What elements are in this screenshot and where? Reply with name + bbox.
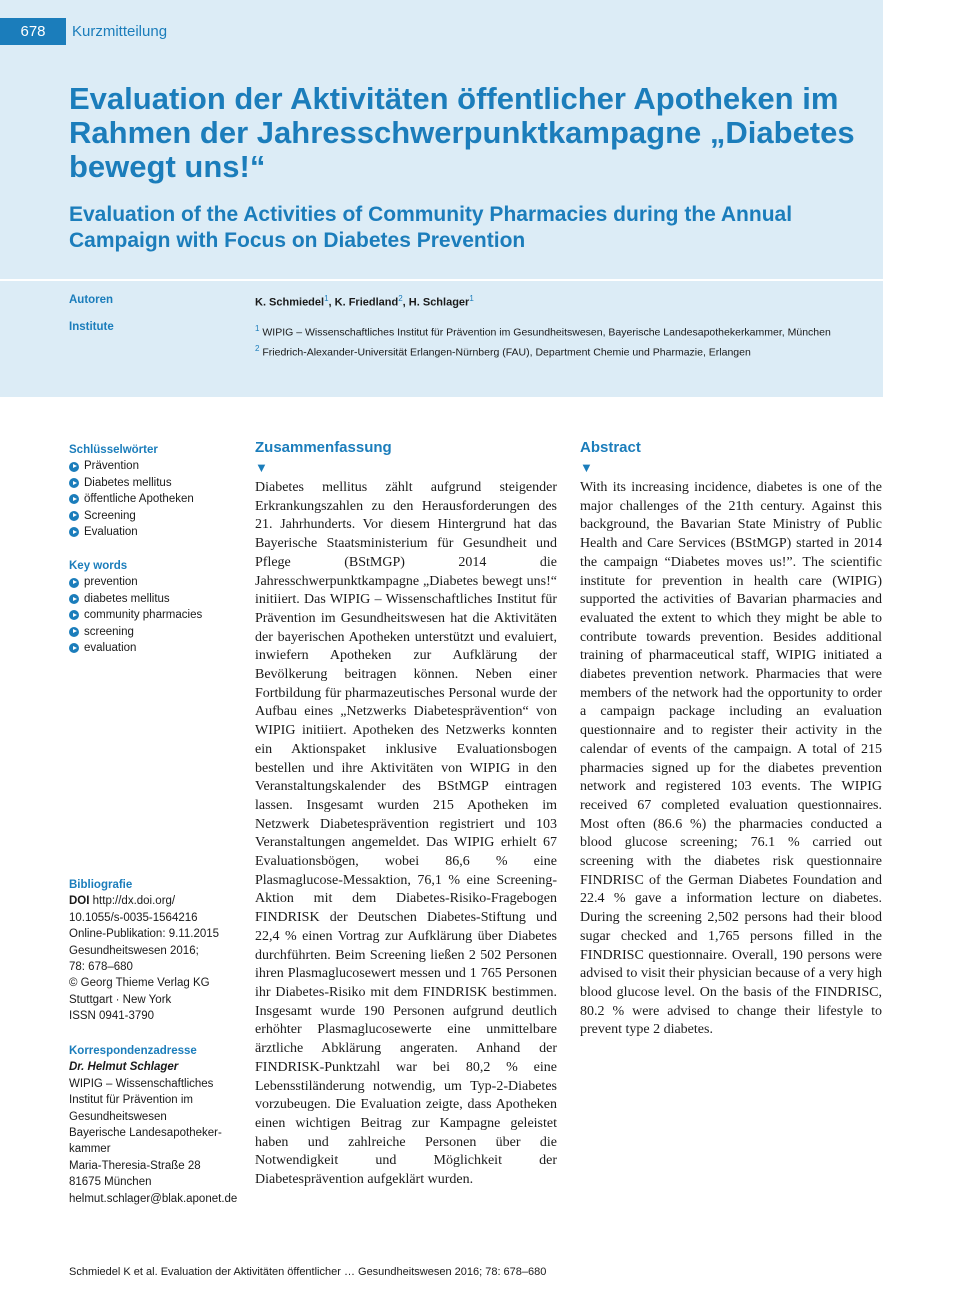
abstract-heading: Abstract bbox=[580, 439, 641, 456]
arrow-bullet-icon bbox=[69, 627, 79, 637]
keyword-item bbox=[69, 607, 239, 623]
zusammenfassung-text: Diabetes mellitus zählt aufgrund steigender Erkrankungszahlen zu den Herausforderungen des 21. Jahrhunderts. Vor diesem Hintergrund hat das Bayerische Staatsministerium für Gesundheit und Pflege (BStMGP) 2014 die Jahresschwerpunktkampagne „Diabetes bewegt uns!“ initiiert. Das WIPIG – Wissenschaftliches Institut für Prävention im Gesundheitswesen hat die Aktivitäten der bayerischen Apotheken unterstützt und evaluiert, inwiefern Apotheken zur Aufklärung der Bevölkerung beitragen können. Neben einer Fortbildung für pharmazeutisches Personal wurde der Aufbau eines „Netzwerks Diabetesprävention“ von WIPIG initiiert. Apotheken des Netzwerks konnten ein Aktionspaket inklusive Evaluationsbogen bestellen und ihre Aktivitäten von WIPIG in den Veranstaltungskalender des BStMGP eintragen lassen. Insgesamt wurden 215 Apotheken im Netzwerk Diabetesprävention registriert und 103 Veranstaltungen angemeldet. Das WIPIG erhielt 67 Evaluationsbögen, wobei 86,6 % eine Plasmaglucose-Messaktion, 76,1 % eine Screening-Aktion mit dem Diabetes-Risiko-Fragebogen FINDRISK der Deutschen Diabetes-Stiftung und 22,4 % einen Vortrag zur Aufklärung über Diabetes durchführten. Beim Screening ließen 2 502 Personen ihren Plasmaglucosewert messen und 1 765 Personen ihr Diabetes-Risiko mit dem FINDRISK bestimmen. Insgesamt wurde 190 Personen aufgrund deutlich erhöhter Plasmaglucosewerte eine unmittelbare ärztliche Abklärung angeraten. Anhand der FINDRISK-Punktzahl war bei 80,2 % eine Lebensstiländerung notwendig, um Typ-2-Diabetes vorzubeugen. Die Evaluation zeigte, dass Apotheken einen wichtigen Beitrag zur Kampagne geleistet haben und zahlreiche Personen über die Notwendigkeit und Möglichkeit der Diabetesprävention aufgeklärt wurden. bbox=[255, 480, 557, 1188]
keywords-german-heading: Schlüsselwörter bbox=[69, 444, 158, 456]
correspondence bbox=[69, 1043, 239, 1207]
author-name: K. Schmiedel bbox=[255, 296, 325, 309]
address-line: Institut für Prävention im bbox=[69, 1094, 193, 1107]
authors-list bbox=[255, 294, 474, 309]
institute-text: WIPIG – Wissenschaftliches Institut für Prävention im Gesundheitswesen, Bayerische Landesapothekerkammer, München bbox=[259, 326, 831, 339]
bibliography-line: © Georg Thieme Verlag KG bbox=[69, 977, 210, 990]
arrow-bullet-icon bbox=[69, 578, 79, 588]
institute-item bbox=[255, 341, 880, 361]
correspondence-heading: Korrespondenzadresse bbox=[69, 1045, 197, 1057]
bibliography bbox=[69, 877, 239, 1025]
keyword-item bbox=[69, 475, 239, 491]
keyword-label: screening bbox=[84, 625, 134, 638]
keyword-label: Screening bbox=[84, 509, 136, 522]
keyword-label: öffentliche Apotheken bbox=[84, 493, 194, 506]
keyword-label: evaluation bbox=[84, 642, 137, 655]
bibliography-line: 10.1055/s-0035-1564216 bbox=[69, 911, 198, 924]
keyword-label: Diabetes mellitus bbox=[84, 476, 172, 489]
doi-line bbox=[69, 893, 239, 909]
arrow-bullet-icon bbox=[69, 478, 79, 488]
keyword-label: prevention bbox=[84, 576, 138, 589]
address-line: Gesundheitswesen bbox=[69, 1110, 167, 1123]
bibliography-line: Stuttgart · New York bbox=[69, 993, 172, 1006]
institute-text: Friedrich-Alexander-Universität Erlangen-Nürnberg (FAU), Department Chemie und Pharmazie, Erlangen bbox=[259, 346, 751, 358]
keyword-item bbox=[69, 491, 239, 507]
author-separator: , bbox=[402, 296, 409, 309]
email-link[interactable]: helmut.schlager@blak.aponet.de bbox=[69, 1192, 238, 1205]
keyword-label: Evaluation bbox=[84, 526, 138, 539]
keyword-item bbox=[69, 640, 239, 656]
institutes-label: Institute bbox=[69, 321, 114, 333]
author-name: H. Schlager bbox=[408, 296, 470, 309]
arrow-bullet-icon bbox=[69, 610, 79, 620]
author-affiliation: 1 bbox=[469, 294, 474, 303]
bibliography-heading: Bibliografie bbox=[69, 879, 133, 891]
keyword-label: community pharmacies bbox=[84, 609, 203, 622]
institutes-list bbox=[255, 321, 880, 360]
keywords-english bbox=[69, 558, 239, 656]
institute-item bbox=[255, 321, 880, 341]
institute-number: 2 bbox=[255, 343, 260, 353]
bibliography-line: Gesundheitswesen 2016; bbox=[69, 944, 199, 957]
correspondence-name: Dr. Helmut Schlager bbox=[69, 1061, 179, 1074]
arrow-bullet-icon bbox=[69, 494, 79, 504]
address-line: kammer bbox=[69, 1143, 111, 1156]
page-number: 678 bbox=[0, 18, 66, 45]
authors-label: Autoren bbox=[69, 294, 114, 306]
address-line: Bayerische Landesapotheker- bbox=[69, 1127, 222, 1140]
zusammenfassung-heading: Zusammenfassung bbox=[255, 439, 392, 456]
doi-label: DOI bbox=[69, 895, 90, 908]
keyword-item bbox=[69, 458, 239, 474]
arrow-bullet-icon bbox=[69, 511, 79, 521]
bibliography-line: ISSN 0941-3790 bbox=[69, 1010, 155, 1023]
author-affiliation: 1 bbox=[324, 294, 329, 303]
institute-number: 1 bbox=[255, 324, 260, 333]
keyword-label: diabetes mellitus bbox=[84, 592, 170, 605]
keywords-english-heading: Key words bbox=[69, 560, 128, 572]
bibliography-line: 78: 678–680 bbox=[69, 961, 133, 974]
arrow-bullet-icon bbox=[69, 462, 79, 472]
page-footer: Schmiedel K et al. Evaluation der Aktivitäten öffentlicher … Gesundheitswesen 2016; 78: 678–680 bbox=[69, 1266, 547, 1278]
header-divider bbox=[0, 279, 883, 281]
keyword-item bbox=[69, 591, 239, 607]
author-separator: , bbox=[328, 296, 335, 309]
keywords-german bbox=[69, 442, 239, 540]
arrow-bullet-icon bbox=[69, 643, 79, 653]
abstract-section bbox=[580, 438, 882, 1040]
keyword-item bbox=[69, 524, 239, 540]
triangle-down-icon: ▼ bbox=[255, 460, 268, 475]
bibliography-line: Online-Publikation: 9.11.2015 bbox=[69, 928, 220, 941]
author-affiliation: 2 bbox=[398, 294, 403, 303]
keyword-item bbox=[69, 574, 239, 590]
author-name: K. Friedland bbox=[334, 296, 399, 309]
article-title-german: Evaluation der Aktivitäten öffentlicher Apotheken im Rahmen der Jahresschwerpunktkampagne „Diabetes bewegt uns!“ bbox=[69, 81, 855, 184]
section-name: Kurzmitteilung bbox=[72, 23, 168, 40]
arrow-bullet-icon bbox=[69, 594, 79, 604]
address-line: 81675 München bbox=[69, 1176, 152, 1189]
doi-link[interactable]: http://dx.doi.org/ bbox=[92, 895, 176, 908]
triangle-down-icon: ▼ bbox=[580, 460, 593, 475]
page-tag bbox=[0, 18, 167, 45]
keyword-label: Prävention bbox=[84, 460, 139, 473]
zusammenfassung-section bbox=[255, 438, 557, 1190]
keyword-item bbox=[69, 624, 239, 640]
abstract-text: With its increasing incidence, diabetes is one of the major challenges of the 21th century. Against this background, the Bavarian State Ministry of Public Health and Care Services (BStMGP) started in 2014 the campaign “Diabetes moves us!”. The scientific institute for prevention in health care (WIPIG) supported the activities of Bavarian pharmacies and evaluated the extent to which they might be able to contribute towards prevention. Besides additional training of pharmaceutical staff, WIPIG initiated a diabetes prevention network. Pharmacies that were members of the network had the opportunity to order a campaign package including an evaluation questionnaire and to register their activity in the calendar of events of the campaign. A total of 215 pharmacies signed up for the diabetes prevention network and registered 103 events. The WIPIG received 67 completed evaluation questionnaires. Most often (86.6 %) the pharmacies conducted a blood glucose screening; 76.1 % carried out screening with the diabetes risk questionnaire FINDRISC of the German Diabetes Foundation and 22.4 % gave a information lecture on diabetes. During the screening 2,502 persons had their blood sugar checked and 1,765 persons filled in the FINDRISC questionnaire. Overall, 190 persons were advised to visit their physician because of a very high blood glucose level. On the basis of the FINDRISC, 80.2 % were advised to change their lifestyle to prevent type 2 diabetes. bbox=[580, 480, 882, 1038]
address-line: Maria-Theresia-Straße 28 bbox=[69, 1159, 201, 1172]
address-line: WIPIG – Wissenschaftliches bbox=[69, 1077, 214, 1090]
keyword-item bbox=[69, 508, 239, 524]
article-title-english: Evaluation of the Activities of Community Pharmacies during the Annual Campaign with Focus on Diabetes Prevention bbox=[69, 203, 793, 252]
arrow-bullet-icon bbox=[69, 527, 79, 537]
